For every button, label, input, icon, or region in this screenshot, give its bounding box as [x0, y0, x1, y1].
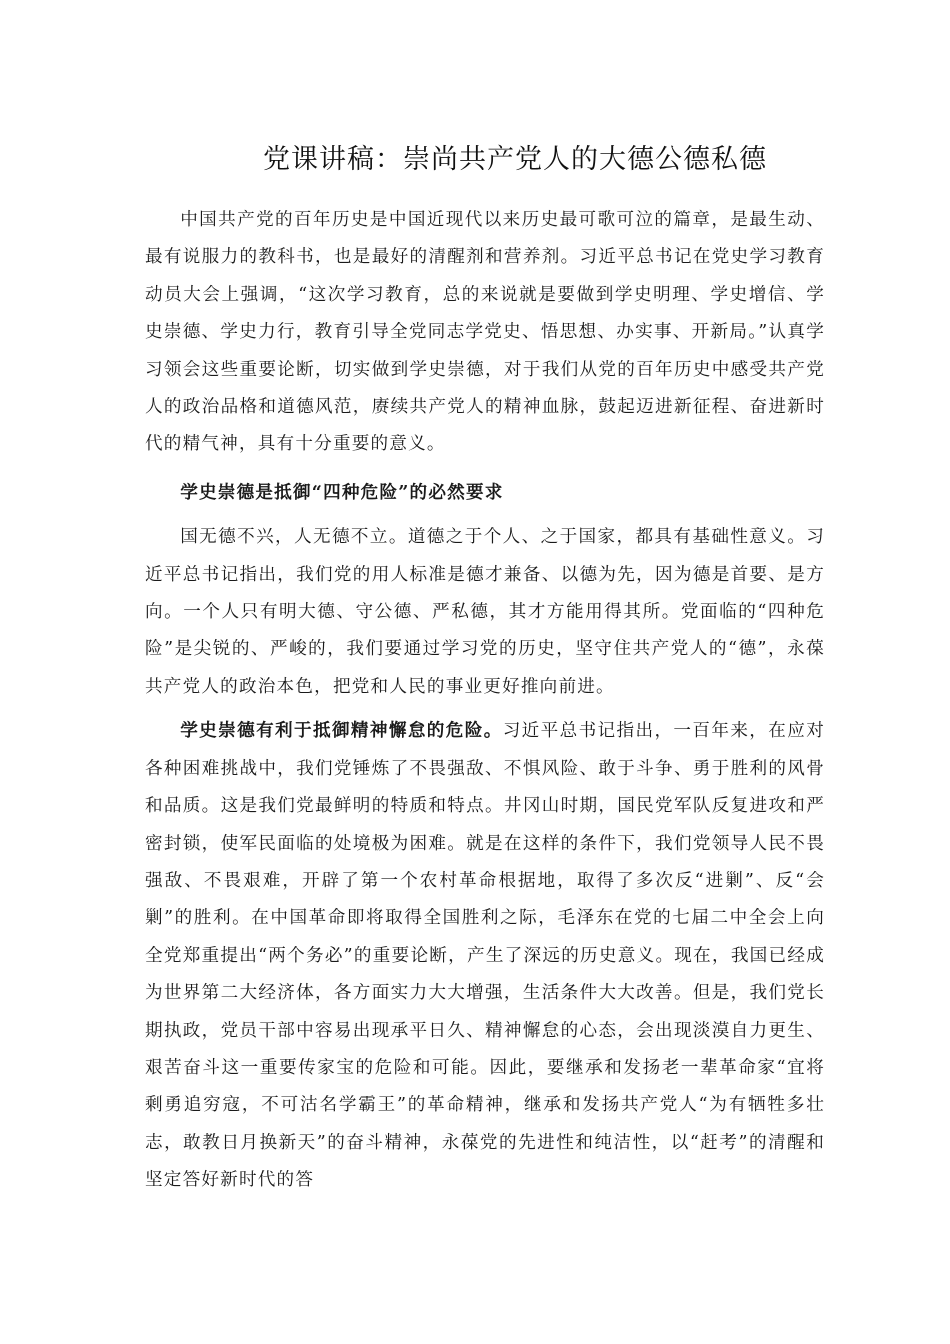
- document-title: 党课讲稿：崇尚共产党人的大德公德私德: [263, 144, 767, 175]
- paragraph-lead-sentence: 学史崇德有利于抵御精神懈怠的危险。: [180, 720, 503, 742]
- paragraph-body-text: 习近平总书记指出，一百年来，在应对各种困难挑战中，我们党锤炼了不畏强敌、不惧风险、敢于斗争、勇于胜利的风骨和品质。这是我们党最鲜明的特质和特点。井冈山时期，国民党军队反复进攻和严密封锁，使军民面临的处境极为困难。就是在这样的条件下，我们党领导人民不畏强敌、不畏艰难，开辟了第一个农村革命根据地，取得了多次反“进剿”、反“会剿”的胜利。在中国革命即将取得全国胜利之际，毛泽东在党的七届二中全会上向全党郑重提出“两个务必”的重要论断，产生了深远的历史意义。现在，我国已经成为世界第二大经济体，各方面实力大大增强，生活条件大大改善。但是，我们党长期执政，党员干部中容易出现承平日久、精神懈怠的心态，会出现淡漠自力更生、艰苦奋斗这一重要传家宝的危险和可能。因此，要继承和发扬老一辈革命家“宜将剩勇追穷寇，不可沽名学霸王”的革命精神，继承和发扬共产党人“为有牺牲多壮志，敢教日月换新天”的奋斗精神，永葆党的先进性和纯洁性，以“赶考”的清醒和坚定答好新时代的答: [145, 721, 826, 1191]
- body-paragraph: 国无德不兴，人无德不立。道德之于个人、之于国家，都具有基础性意义。习近平总书记指出，我们党的用人标准是德才兼备、以德为先，因为德是首要、是方向。一个人只有明大德、守公德、严私德，其才方能用得其所。党面临的“四种危险”是尖锐的、严峻的，我们要通过学习党的历史，坚守住共产党人的“德”，永葆共产党人的政治本色，把党和人民的事业更好推向前进。: [145, 527, 825, 697]
- document-page: [145, 140, 825, 1200]
- section-heading: 学史崇德是抵御“四种危险”的必然要求: [180, 481, 504, 503]
- body-paragraph: [145, 712, 825, 1199]
- intro-paragraph: 中国共产党的百年历史是中国近现代以来历史最可歌可泣的篇章，是最生动、最有说服力的教科书，也是最好的清醒剂和营养剂。习近平总书记在党史学习教育动员大会上强调，“这次学习教育，总的来说就是要做到学史明理、学史增信、学史崇德、学史力行，教育引导全党同志学党史、悟思想、办实事、开新局。”认真学习领会这些重要论断，切实做到学史崇德，对于我们从党的百年历史中感受共产党人的政治品格和道德风范，赓续共产党人的精神血脉，鼓起迈进新征程、奋进新时代的精气神，具有十分重要的意义。: [145, 210, 825, 455]
